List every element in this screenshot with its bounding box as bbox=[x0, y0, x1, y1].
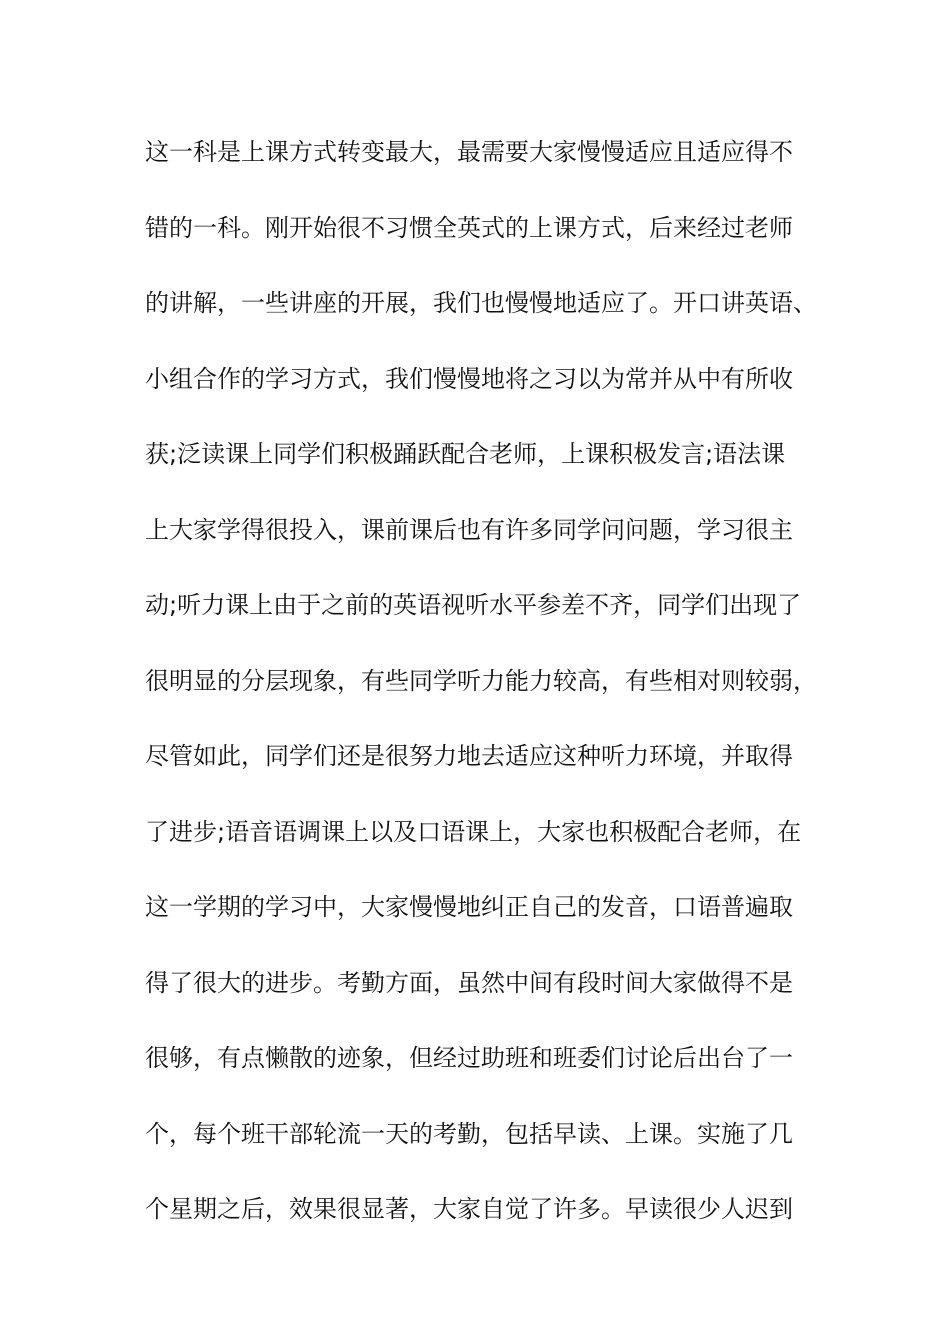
text-line-2: 错的一科。刚开始很不习惯全英式的上课方式，后来经过老师 bbox=[145, 213, 793, 242]
text-line-4: 小组合作的学习方式，我们慢慢地将之习以为常并从中有所收 bbox=[145, 364, 793, 393]
text-line-9: 尽管如此，同学们还是很努力地去适应这种听力环境，并取得 bbox=[145, 742, 793, 770]
text-line-5: 获;泛读课上同学们积极踊跃配合老师，上课积极发言;语法课 bbox=[145, 440, 786, 468]
text-line-14: 个，每个班干部轮流一天的考勤，包括早读、上课。实施了几 bbox=[145, 1119, 793, 1148]
text-line-15: 个星期之后，效果很显著，大家自觉了许多。早读很少人迟到 bbox=[145, 1195, 793, 1223]
text-line-1: 这一科是上课方式转变最大，最需要大家慢慢适应且适应得不 bbox=[145, 138, 793, 166]
text-line-7: 动;听力课上由于之前的英语视听水平参差不齐，同学们出现了 bbox=[145, 591, 802, 619]
text-line-11: 这一学期的学习中，大家慢慢地纠正自己的发音，口语普遍取 bbox=[145, 893, 793, 921]
body-paragraph bbox=[145, 130, 825, 1263]
text-line-8: 很明显的分层现象，有些同学听力能力较高，有些相对则较弱， bbox=[145, 666, 817, 695]
text-line-10: 了进步;语音语调课上以及口语课上，大家也积极配合老师，在 bbox=[145, 817, 802, 846]
text-line-13: 很够，有点懒散的迹象，但经过助班和班委们讨论后出台了一 bbox=[145, 1044, 793, 1072]
text-line-3: 的讲解，一些讲座的开展，我们也慢慢地适应了。开口讲英语、 bbox=[145, 289, 817, 317]
text-line-12: 得了很大的进步。考勤方面，虽然中间有段时间大家做得不是 bbox=[145, 968, 793, 997]
text-line-6: 上大家学得很投入，课前课后也有许多同学问问题，学习很主 bbox=[145, 515, 793, 544]
